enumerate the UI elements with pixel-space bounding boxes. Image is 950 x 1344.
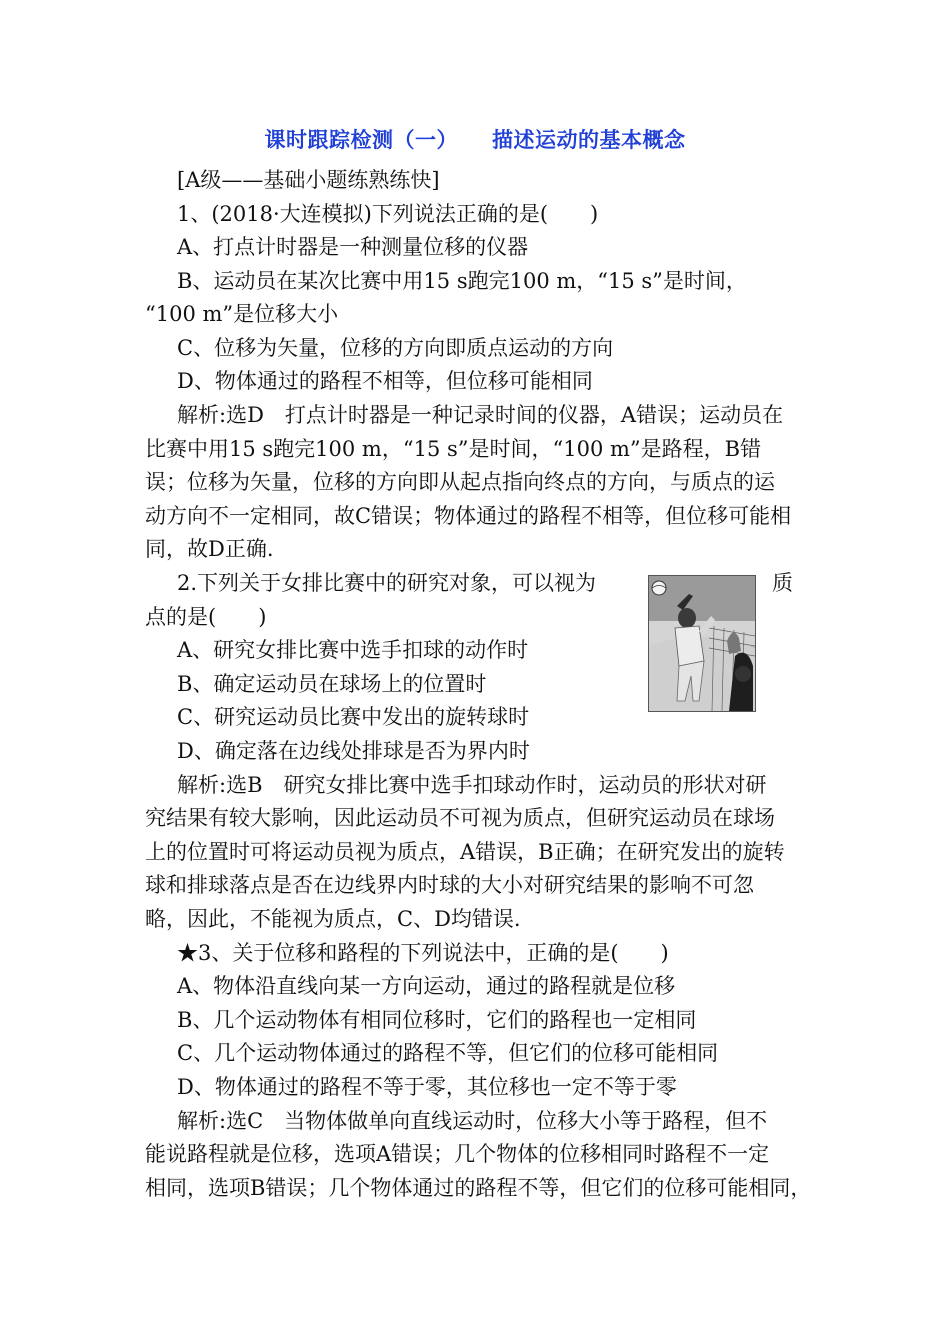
q1-option-c: C、位移为矢量，位移的方向即质点运动的方向 [177, 336, 614, 360]
question-2: 2.下列关于女排比赛中的研究对象，可以视为 [177, 571, 597, 595]
q2-analysis-line: 球和排球落点是否在边线界内时球的大小对研究结果的影响不可忽 [145, 873, 754, 897]
q1-analysis-line: 比赛中用15 s跑完100 m，“15 s”是时间，“100 m”是路程，B错 [145, 437, 762, 461]
q1-analysis-line: 误；位移为矢量，位移的方向即从起点指向终点的方向，与质点的运 [145, 470, 775, 494]
question-2-tail: 质 [772, 571, 793, 595]
q1-analysis: 解析:选D 打点计时器是一种记录时间的仪器，A错误；运动员在 [177, 403, 784, 427]
page-title [0, 124, 950, 154]
q2-option-a: A、研究女排比赛中选手扣球的动作时 [177, 638, 529, 662]
q1-analysis-line: 动方向不一定相同，故C错误；物体通过的路程不相等，但位移可能相 [145, 504, 792, 528]
q3-analysis-line: 相同，选项B错误；几个物体通过的路程不等，但它们的位移可能相同， [145, 1176, 812, 1200]
volleyball-photo [648, 575, 756, 712]
section-label: [A级——基础小题练熟练快] [177, 168, 440, 192]
question-3: ★3、关于位移和路程的下列说法中，正确的是( ) [177, 941, 669, 965]
q3-option-a: A、物体沿直线向某一方向运动，通过的路程就是位移 [177, 974, 676, 998]
q3-analysis: 解析:选C 当物体做单向直线运动时，位移大小等于路程，但不 [177, 1109, 768, 1133]
title-right: 描述运动的基本概念 [492, 128, 686, 152]
question-1: 1、(2018·大连模拟)下列说法正确的是( ) [177, 202, 599, 226]
q1-option-b-cont: “100 m”是位移大小 [145, 302, 339, 326]
question-2-cont: 点的是( ) [145, 605, 267, 629]
q2-option-d: D、确定落在边线处排球是否为界内时 [177, 739, 530, 763]
q3-option-c: C、几个运动物体通过的路程不等，但它们的位移可能相同 [177, 1041, 719, 1065]
q1-analysis-line: 同，故D正确. [145, 537, 274, 561]
q2-analysis-line: 上的位置时可将运动员视为质点，A错误，B正确；在研究发出的旋转 [145, 840, 785, 864]
q3-option-b: B、几个运动物体有相同位移时，它们的路程也一定相同 [177, 1008, 697, 1032]
q2-analysis: 解析:选B 研究女排比赛中选手扣球动作时，运动员的形状对研 [177, 773, 767, 797]
q3-option-d: D、物体通过的路程不等于零，其位移也一定不等于零 [177, 1075, 677, 1099]
q2-option-b: B、确定运动员在球场上的位置时 [177, 672, 487, 696]
q1-option-a: A、打点计时器是一种测量位移的仪器 [177, 235, 529, 259]
q1-option-d: D、物体通过的路程不相等，但位移可能相同 [177, 369, 593, 393]
q2-analysis-line: 略，因此，不能视为质点，C、D均错误. [145, 907, 521, 931]
q2-analysis-line: 究结果有较大影响，因此运动员不可视为质点，但研究运动员在球场 [145, 806, 775, 830]
q3-analysis-line: 能说路程就是位移，选项A错误；几个物体的位移相同时路程不一定 [145, 1142, 770, 1166]
q1-option-b: B、运动员在某次比赛中用15 s跑完100 m，“15 s”是时间， [177, 269, 747, 293]
title-left: 课时跟踪检测（一） [264, 128, 458, 152]
q2-option-c: C、研究运动员比赛中发出的旋转球时 [177, 705, 530, 729]
